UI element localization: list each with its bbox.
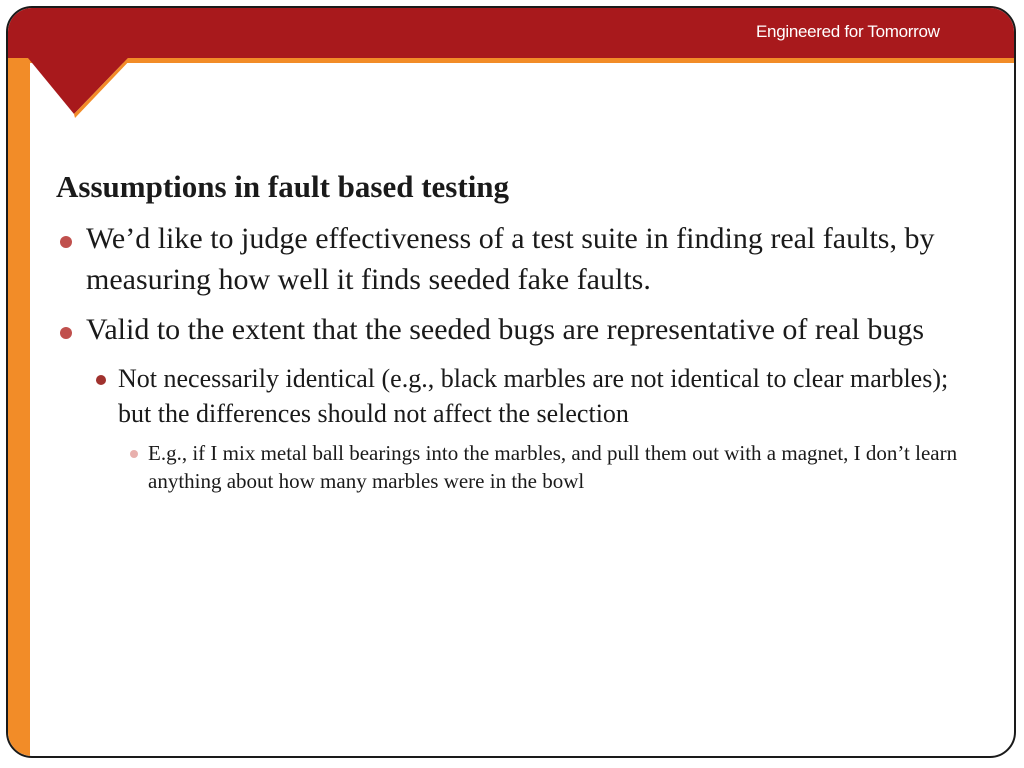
bullet-text: We’d like to judge effectiveness of a test suite in finding real faults, by measuring how well it finds seeded fake faults. [86,222,935,296]
bullet-list [56,219,986,495]
bullet-dot-icon [130,450,138,458]
bullet-dot-icon [60,236,72,248]
header-notch [28,58,128,114]
sub-bullet-text: Not necessarily identical (e.g., black marbles are not identical to clear marbles); but the differences should not affect the selection [118,363,949,428]
left-accent-bar [8,58,30,758]
tagline: Engineered for Tomorrow [756,22,940,41]
header-orange-stripe [8,58,1016,63]
bullet-text: Valid to the extent that the seeded bugs are representative of real bugs [86,313,925,347]
sub-sub-bullet-text: E.g., if I mix metal ball bearings into the marbles, and pull them out with a magnet, I don’t learn anything about how many marbles were in the bowl [148,440,958,494]
sub-sub-bullet-item [56,439,986,496]
sub-bullet-item [56,361,986,431]
slide-title: Assumptions in fault based testing [56,169,510,204]
bullet-dot-icon [96,375,106,385]
slide [6,6,1016,758]
slide-content [56,168,986,504]
bullet-dot-icon [60,327,72,339]
bullet-item [56,219,986,300]
bullet-item [56,310,986,351]
